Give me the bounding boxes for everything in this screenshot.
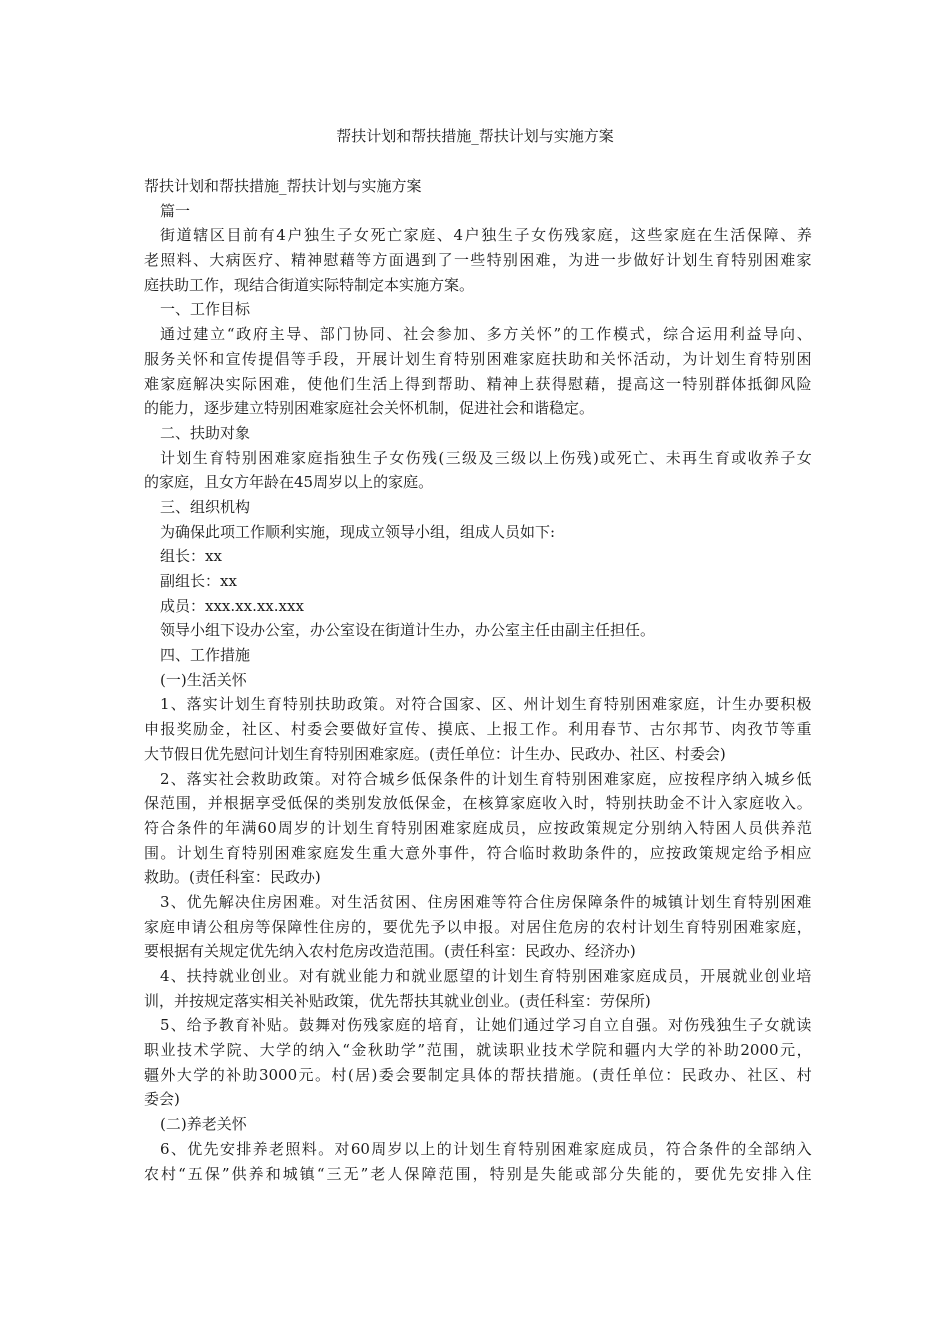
paragraph-line: 组长：xx <box>160 547 222 566</box>
paragraph-line: 二、扶助对象 <box>160 423 251 442</box>
paragraph-line: 篇一 <box>160 201 191 220</box>
paragraph-line: 四、工作措施 <box>160 646 251 665</box>
paragraph-line: 三、组织机构 <box>160 497 251 516</box>
paragraph-line: 计 划 生 育 特 别 困 难 家 庭 指 独 生 子 女 伤 残 ( 三 级 及 三 级 以 上 伤 残 ) 或 死 亡 、 未 再 生 育 或 收 养 子 女 <box>160 448 812 467</box>
paragraph-line: 救助。(责任科室：民政办) <box>144 868 321 887</box>
paragraph-line: 领导小组下设办公室，办公室设在街道计生办，办公室主任由副主任担任。 <box>160 621 656 640</box>
paragraph-line: 疆 外 大 学 的 补 助 3000 元 。 村 ( 居 ) 委 会 要 制 定 具 体 的 帮 扶 措 施 。 ( 责 任 单 位 ： 民 政 办 、 社 区 、 村 <box>144 1065 812 1084</box>
paragraph-line: 2 、 落 实 社 会 救 助 政 策 。 对 符 合 城 乡 低 保 条 件 的 计 划 生 育 特 别 困 难 家 庭 ， 应 按 程 序 纳 入 城 乡 低 <box>160 769 812 788</box>
paragraph-line: 服 务 关 怀 和 宣 传 提 倡 等 手 段 ， 开 展 计 划 生 育 特 别 困 难 家 庭 扶 助 和 关 怀 活 动 ， 为 计 划 生 育 特 别 困 <box>144 349 812 368</box>
paragraph-line: 职 业 技 术 学 院 、 大 学 的 纳 入 “ 金 秋 助 学 ” 范 围 ， 就 读 职 业 技 术 学 院 和 疆 内 大 学 的 补 助 2000 元 ， <box>144 1041 812 1060</box>
paragraph-line: (二)养老关怀 <box>160 1115 247 1134</box>
paragraph-line: 4 、 扶 持 就 业 创 业 。 对 有 就 业 能 力 和 就 业 愿 望 的 计 划 生 育 特 别 困 难 家 庭 成 员 ， 开 展 就 业 创 业 培 <box>160 967 812 985</box>
paragraph-line: 成员：xxx.xx.xx.xxx <box>160 596 304 615</box>
paragraph-line: 家 庭 申 请 公 租 房 等 保 障 性 住 房 的 ， 要 优 先 予 以 申 报 。 对 居 住 危 房 的 农 村 计 划 生 育 特 别 困 难 家 庭 ， <box>144 917 812 936</box>
paragraph-line: 街 道 辖 区 目 前 有 4 户 独 生 子 女 死 亡 家 庭 、 4 户 独 生 子 女 伤 残 家 庭 ， 这 些 家 庭 在 生 活 保 障 、 养 <box>160 226 812 245</box>
paragraph-line: 难 家 庭 解 决 实 际 困 难 ， 使 他 们 生 活 上 得 到 帮 助 、 精 神 上 获 得 慰 藉 ， 提 高 这 一 特 别 群 体 抵 御 风 险 <box>144 374 812 393</box>
paragraph-line: 农 村 “ 五 保 ” 供 养 和 城 镇 “ 三 无 ” 老 人 保 障 范 围 ， 特 别 是 失 能 或 部 分 失 能 的 ， 要 优 先 安 排 入 住 <box>144 1164 812 1183</box>
paragraph-line: 符 合 条 件 的 年 满 60 周 岁 的 计 划 生 育 特 别 困 难 家 庭 成 员 ， 应 按 政 策 规 定 分 别 纳 入 特 困 人 员 供 养 范 <box>144 818 812 837</box>
paragraph-line: (一)生活关怀 <box>160 670 247 689</box>
paragraph-line: 申 报 奖 励 金 ， 社 区 、 村 委 会 要 做 好 宣 传 、 摸 底 、 上 报 工 作 。 利 用 春 节 、 古 尔 邦 节 、 肉 孜 节 等 重 <box>144 720 812 739</box>
paragraph-line: 5 、 给 予 教 育 补 贴 。 鼓 舞 对 伤 残 家 庭 的 培 育 ， 让 她 们 通 过 学 习 自 立 自 强 。 对 伤 残 独 生 子 女 就 读 <box>160 1016 812 1035</box>
paragraph-line: 要根据有关规定优先纳入农村危房改造范围。(责任科室：民政办、经济办) <box>144 942 636 961</box>
paragraph-line: 训，并按规定落实相关补贴政策，优先帮扶其就业创业。(责任科室：劳保所) <box>144 991 651 1010</box>
paragraph-line: 保 范 围 ， 并 根 据 享 受 低 保 的 类 别 发 放 低 保 金 ， 在 核 算 家 庭 收 入 时 ， 特 别 扶 助 金 不 计 入 家 庭 收 入 。 <box>144 794 812 813</box>
paragraph-line: 老 照 料 、 大 病 医 疗 、 精 神 慰 藉 等 方 面 遇 到 了 一 些 特 别 困 难 ， 为 进 一 步 做 好 计 划 生 育 特 别 困 难 家 <box>144 251 812 270</box>
paragraph-line: 通 过 建 立 “ 政 府 主 导 、 部 门 协 同 、 社 会 参 加 、 多 方 关 怀 ” 的 工 作 模 式 ， 综 合 运 用 利 益 导 向 、 <box>160 325 812 344</box>
paragraph-line: 的家庭，且女方年龄在45周岁以上的家庭。 <box>144 473 434 492</box>
paragraph-line: 帮扶计划和帮扶措施_帮扶计划与实施方案 <box>144 177 422 195</box>
paragraph-line: 庭扶助工作，现结合街道实际特制定本实施方案。 <box>144 275 475 294</box>
paragraph-line: 围 。 计 划 生 育 特 别 困 难 家 庭 发 生 重 大 意 外 事 件 ， 符 合 临 时 救 助 条 件 的 ， 应 按 政 策 规 定 给 予 相 应 <box>144 843 812 862</box>
paragraph-line: 的能力，逐步建立特别困难家庭社会关怀机制，促进社会和谐稳定。 <box>144 399 595 418</box>
paragraph-line: 一、工作目标 <box>160 300 251 319</box>
paragraph-line: 委会) <box>144 1090 180 1109</box>
document-title: 帮扶计划和帮扶措施_帮扶计划与实施方案 <box>336 127 614 145</box>
paragraph-line: 副组长：xx <box>160 572 237 590</box>
paragraph-line: 为确保此项工作顺利实施，现成立领导小组，组成人员如下: <box>160 522 556 541</box>
paragraph-line: 6 、 优 先 安 排 养 老 照 料 。 对 60 周 岁 以 上 的 计 划 生 育 特 别 困 难 家 庭 成 员 ， 符 合 条 件 的 全 部 纳 入 <box>160 1139 812 1158</box>
document-body <box>144 174 812 1186</box>
paragraph-line: 大节假日优先慰问计划生育特别困难家庭。(责任单位：计生办、民政办、社区、村委会) <box>144 744 726 763</box>
paragraph-line: 1 、 落 实 计 划 生 育 特 别 扶 助 政 策 。 对 符 合 国 家 、 区 、 州 计 划 生 育 特 别 困 难 家 庭 ， 计 生 办 要 积 极 <box>160 695 812 714</box>
paragraph-line: 3 、 优 先 解 决 住 房 困 难 。 对 生 活 贫 困 、 住 房 困 难 等 符 合 住 房 保 障 条 件 的 城 镇 计 划 生 育 特 别 困 难 <box>160 892 812 911</box>
